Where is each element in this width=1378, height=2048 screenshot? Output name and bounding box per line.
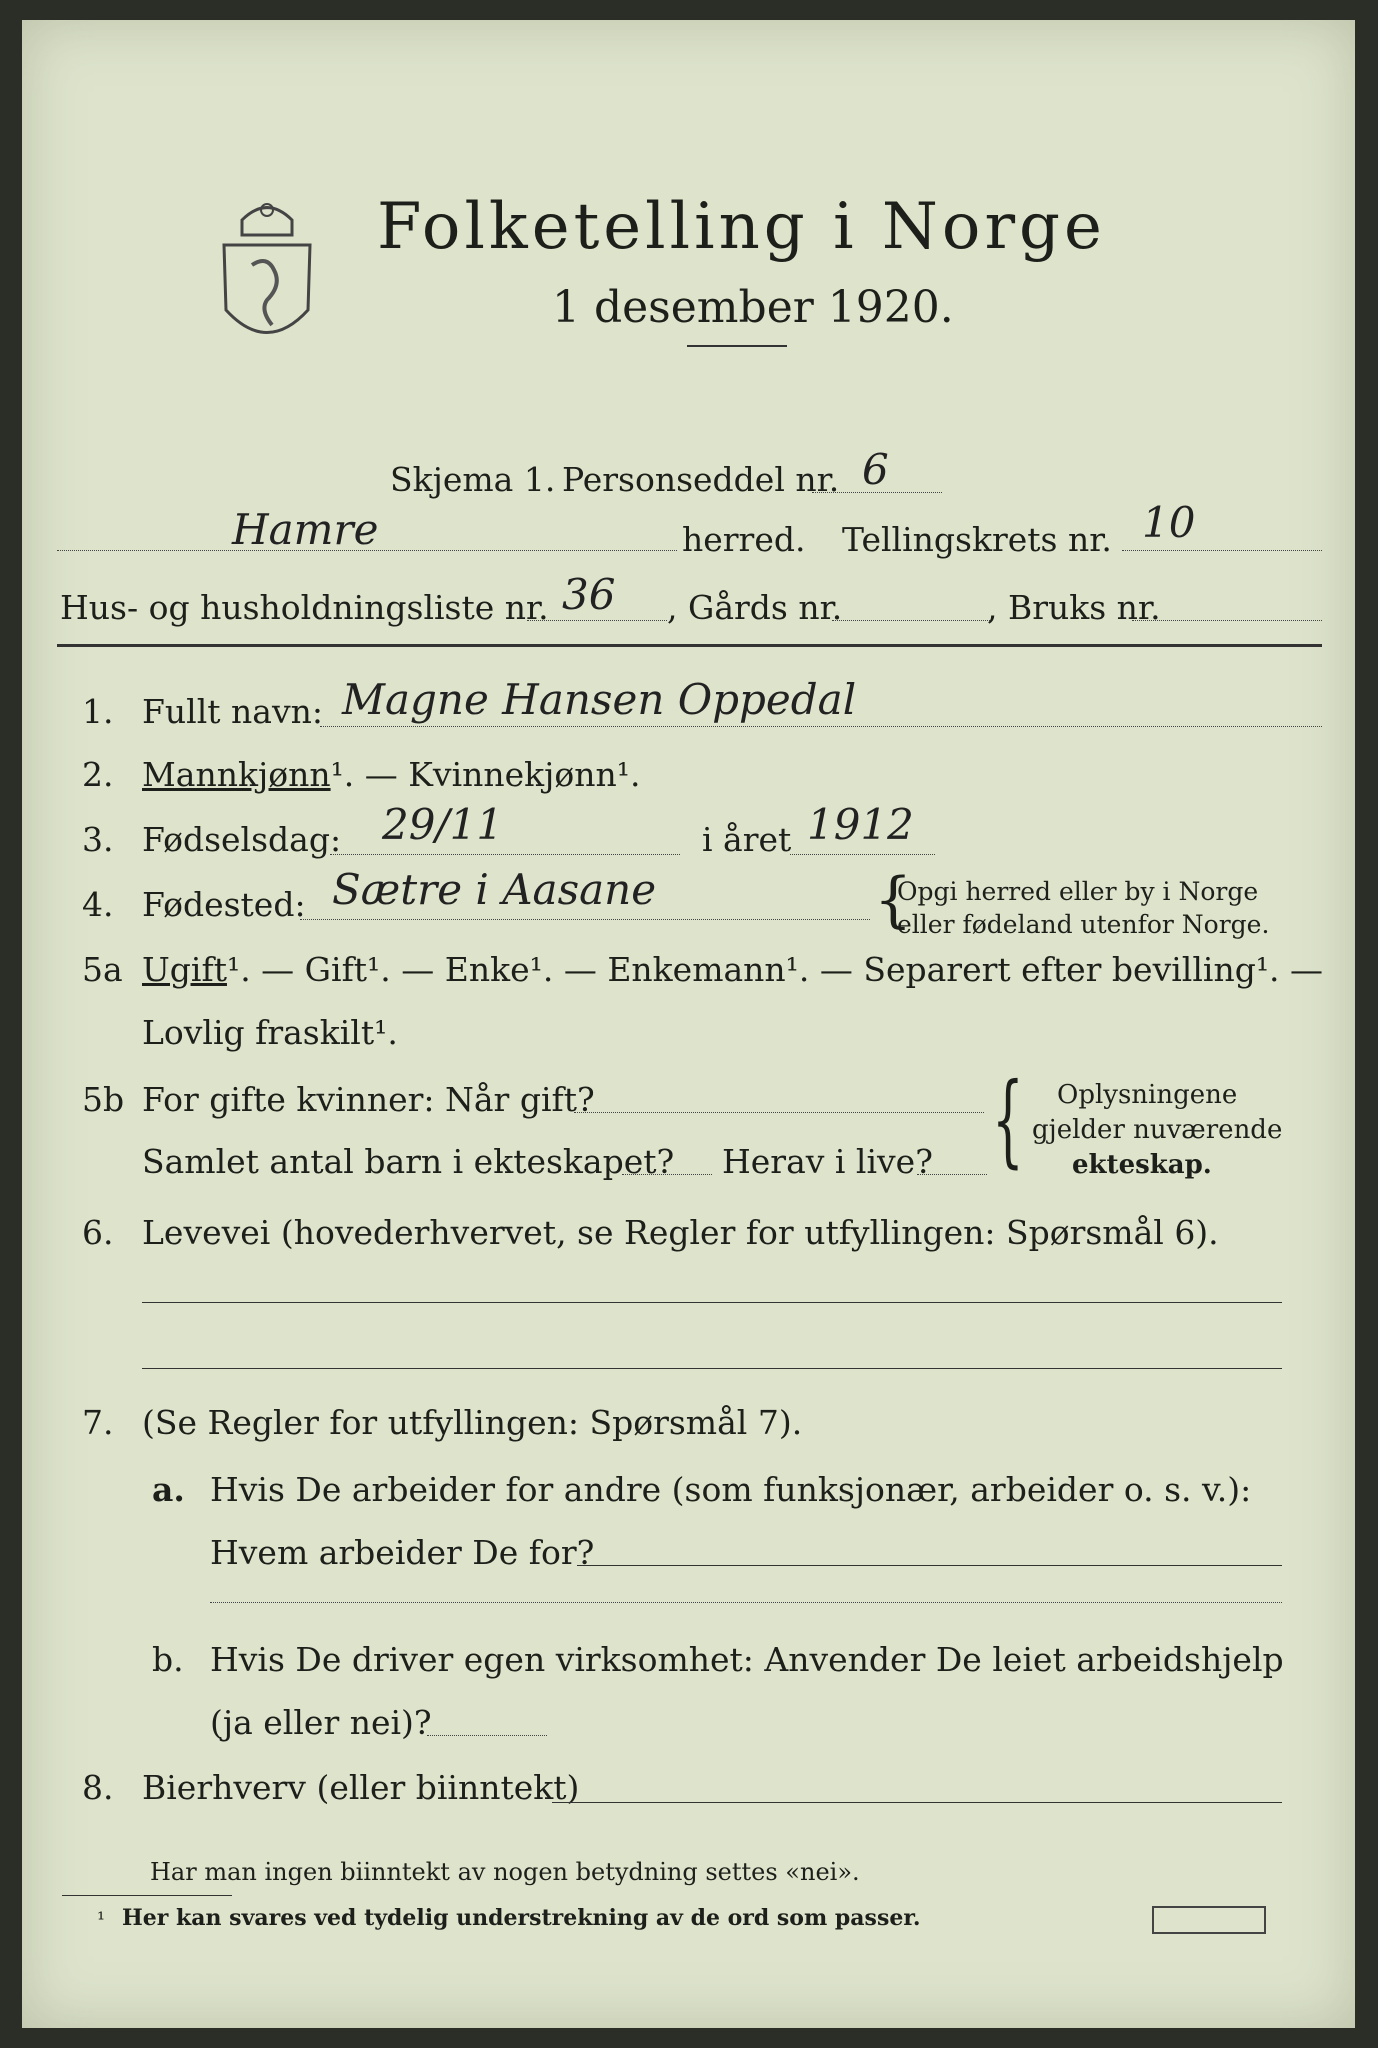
q4-brace: { — [874, 865, 913, 935]
q6-number: 6. — [82, 1213, 114, 1252]
header-divider — [57, 644, 1322, 647]
husholdning-label: Hus- og husholdningsliste nr. — [60, 588, 549, 627]
husholdning-line — [527, 620, 667, 621]
q4-label: Fødested: — [142, 885, 306, 924]
q2-number: 2. — [82, 755, 114, 794]
footnote-divider — [62, 1895, 232, 1896]
q2-male-option: Mannkjønn — [142, 755, 331, 794]
q4-number: 4. — [82, 885, 114, 924]
q3-number: 3. — [82, 820, 114, 859]
q5b-label-2: Samlet antal barn i ekteskapet? — [142, 1142, 675, 1181]
q7b-number: b. — [152, 1640, 184, 1679]
q6-line-1 — [142, 1302, 1282, 1303]
q7a-label-1: Hvis De arbeider for andre (som funksjonær, arbeider o. s. v.): — [210, 1470, 1252, 1509]
q1-number: 1. — [82, 692, 114, 731]
q3-year-label: i året — [702, 820, 792, 859]
q5b-number: 5b — [82, 1080, 125, 1119]
q6-line-2 — [142, 1368, 1282, 1369]
q5b-note-2: gjelder nuværende — [1032, 1115, 1283, 1145]
q5b-label-3: Herav i live? — [722, 1142, 933, 1181]
q1-line — [320, 726, 1322, 727]
title-divider — [687, 345, 787, 347]
q5b-note-3: ekteskap. — [1072, 1150, 1212, 1180]
footnote-text: Her kan svares ved tydelig understrekning av de ord som passer. — [122, 1905, 921, 1931]
q8-number: 8. — [82, 1768, 114, 1807]
herred-label: herred. — [682, 520, 806, 559]
q7-label: (Se Regler for utfyllingen: Spørsmål 7). — [142, 1403, 803, 1442]
q8-label: Bierhverv (eller biinntekt) — [142, 1768, 580, 1807]
q5a-number: 5a — [82, 950, 123, 989]
q5a-line2: Lovlig fraskilt¹. — [142, 1013, 398, 1052]
q4-note-2: eller fødeland utenfor Norge. — [897, 910, 1270, 939]
q3-year-value: 1912 — [807, 800, 914, 849]
q4-value: Sætre i Aasane — [332, 865, 657, 914]
bruks-label: , Bruks nr. — [987, 588, 1161, 627]
q5b-alive-line — [917, 1174, 987, 1175]
footer-note: Har man ingen biinntekt av nogen betydning settes «nei». — [150, 1858, 860, 1886]
q5b-note-1: Oplysningene — [1057, 1080, 1238, 1110]
q3-label: Fødselsdag: — [142, 820, 342, 859]
q7b-label-1: Hvis De driver egen virksomhet: Anvender De leiet arbeidshjelp — [210, 1640, 1284, 1679]
printer-stamp — [1152, 1906, 1266, 1934]
q3-year-line — [790, 854, 935, 855]
q2-options — [142, 755, 641, 794]
q7a-line-2 — [210, 1602, 1282, 1603]
gards-line — [832, 620, 992, 621]
q1-value: Magne Hansen Oppedal — [342, 675, 857, 724]
q5b-married-line — [574, 1112, 984, 1113]
q6-label: Levevei (hovederhvervet, se Regler for utfyllingen: Spørsmål 6). — [142, 1213, 1219, 1252]
q5b-children-line — [622, 1174, 712, 1175]
q5b-brace: { — [992, 1061, 1024, 1178]
q3-line — [330, 854, 680, 855]
q4-note-1: Opgi herred eller by i Norge — [897, 877, 1259, 906]
census-date: 1 desember 1920. — [552, 282, 954, 333]
bruks-line — [1132, 620, 1322, 621]
q5a-options — [142, 950, 1323, 989]
personseddel-value: 6 — [862, 445, 889, 494]
census-form-sheet — [22, 20, 1355, 2028]
q5a-other-options: ¹. — Gift¹. — Enke¹. — Enkemann¹. — Separert efter bevilling¹. — — [226, 950, 1324, 989]
form-title: Folketelling i Norge — [377, 190, 1106, 264]
footnote-number: ¹ — [97, 1907, 106, 1931]
q5a-ugift-option: Ugift — [142, 950, 227, 989]
herred-value: Hamre — [232, 505, 379, 554]
q7a-label-2: Hvem arbeider De for? — [210, 1533, 595, 1572]
gards-label: , Gårds nr. — [667, 588, 843, 627]
tellingskrets-value: 10 — [1142, 498, 1196, 547]
q7b-label-2: (ja eller nei)? — [210, 1703, 432, 1742]
q7a-number: a. — [152, 1470, 185, 1509]
tellingskrets-label: Tellingskrets nr. — [842, 520, 1112, 559]
husholdning-value: 36 — [562, 570, 616, 619]
coat-of-arms-icon — [212, 190, 322, 360]
q4-line — [300, 919, 870, 920]
q7b-line — [427, 1735, 547, 1736]
tellingskrets-line — [1122, 550, 1322, 551]
q8-line — [552, 1802, 1282, 1803]
q1-label: Fullt navn: — [142, 692, 323, 731]
q2-other-options: ¹. — Kvinnekjønn¹. — [330, 755, 641, 794]
q7-number: 7. — [82, 1403, 114, 1442]
skjema-label: Skjema 1. — [390, 460, 556, 499]
q7a-line-1 — [577, 1565, 1282, 1566]
q5b-label-1: For gifte kvinner: Når gift? — [142, 1080, 595, 1119]
q3-value: 29/11 — [382, 800, 504, 849]
personseddel-label: Personseddel nr. — [562, 460, 840, 499]
